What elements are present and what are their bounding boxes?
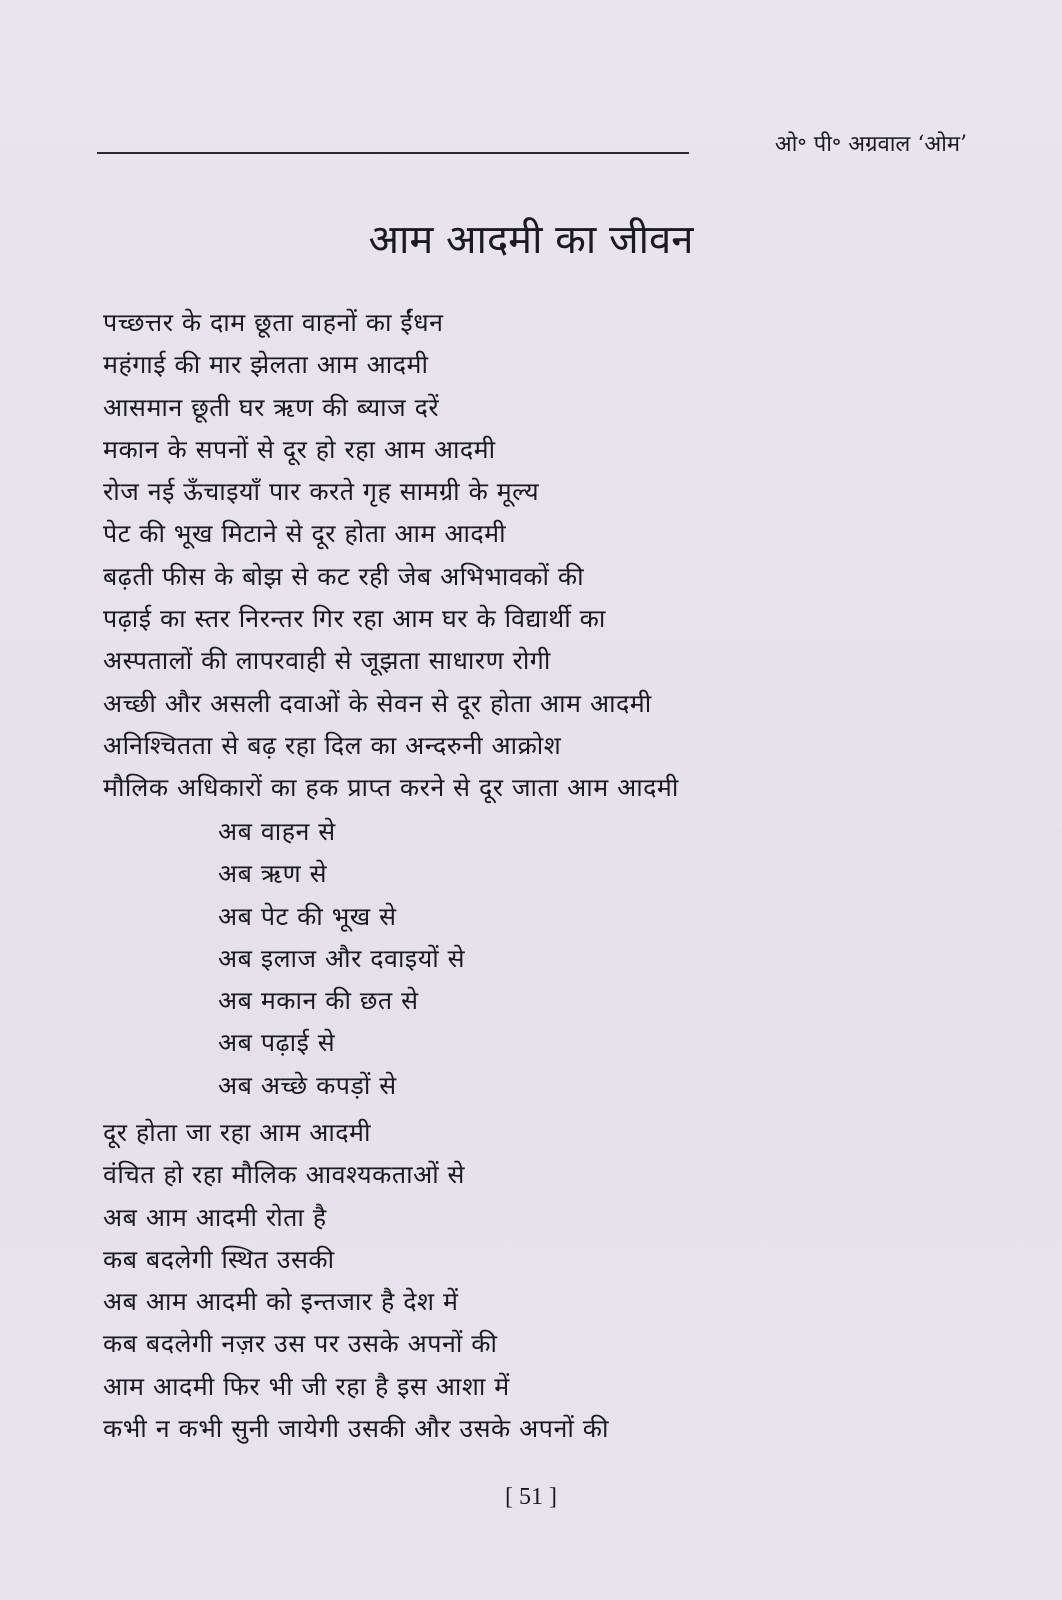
stanza-1: [103, 302, 679, 810]
header-author: ओ॰ पी॰ अग्रवाल ‘ओम’: [774, 132, 967, 157]
poem-line: कभी न कभी सुनी जायेगी उसकी और उसके अपनों की: [103, 1414, 609, 1444]
poem-line: आसमान छूती घर ऋण की ब्याज दरें: [103, 392, 440, 422]
poem-line: महंगाई की मार झेलता आम आदमी: [103, 350, 429, 380]
poem-line: पेट की भूख मिटाने से दूर होता आम आदमी: [103, 519, 507, 549]
stanza-3: [103, 1112, 609, 1450]
poem-line: अब आम आदमी को इन्तजार है देश में: [103, 1287, 459, 1317]
poem-line: अनिश्चितता से बढ़ रहा दिल का अन्दरुनी आक्रोश: [103, 730, 562, 760]
poem-line: पढ़ाई का स्तर निरन्तर गिर रहा आम घर के विद्यार्थी का: [103, 604, 606, 634]
page-number: [ 51 ]: [505, 1484, 557, 1510]
poem-line: अब मकान की छत से: [218, 986, 419, 1016]
header-rule: [97, 152, 689, 154]
poem-line: दूर होता जा रहा आम आदमी: [103, 1118, 371, 1147]
poem-line: मौलिक अधिकारों का हक प्राप्त करने से दूर जाता आम आदमी: [103, 773, 679, 803]
poem-line: अब पेट की भूख से: [218, 901, 397, 931]
poem-line: आम आदमी फिर भी जी रहा है इस आशा में: [103, 1371, 510, 1401]
poem-title: आम आदमी का जीवन: [368, 217, 694, 263]
poem-line: अब ऋण से: [218, 859, 328, 889]
poem-line: अब अच्छे कपड़ों से: [218, 1070, 397, 1100]
poem-line: अच्छी और असली दवाओं के सेवन से दूर होता आम आदमी: [103, 688, 652, 718]
poem-line: रोज नई ऊँचाइयाँ पार करते गृह सामग्री के मूल्य: [103, 477, 540, 507]
running-header: [97, 127, 967, 167]
poem-line: पच्छत्तर के दाम छूता वाहनों का ईंधन: [103, 308, 444, 337]
poem-line: कब बदलेगी नज़र उस पर उसके अपनों की: [103, 1329, 498, 1359]
poem-line: कब बदलेगी स्थित उसकी: [103, 1244, 335, 1274]
poem-line: अब इलाज और दवाइयों से: [218, 943, 466, 973]
poem-line: अब आम आदमी रोता है: [103, 1202, 327, 1232]
poem-line: अब पढ़ाई से: [218, 1028, 336, 1058]
poem-line: अस्पतालों की लापरवाही से जूझता साधारण रोगी: [103, 646, 551, 676]
stanza-2-indented: [218, 811, 465, 1107]
poem-line: बढ़ती फीस के बोझ से कट रही जेब अभिभावकों की: [103, 561, 585, 591]
poem-line: मकान के सपनों से दूर हो रहा आम आदमी: [103, 434, 496, 464]
poem-line: वंचित हो रहा मौलिक आवश्यकताओं से: [103, 1160, 465, 1190]
poem-line: अब वाहन से: [218, 817, 336, 846]
